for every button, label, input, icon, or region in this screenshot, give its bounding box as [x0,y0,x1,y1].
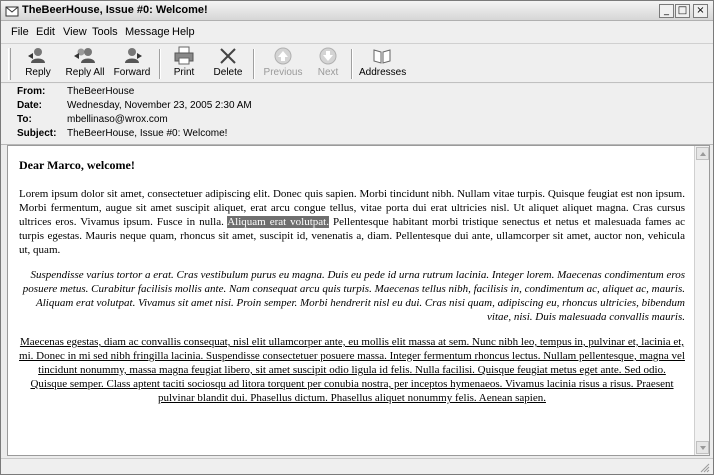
from-label: From: [17,86,46,97]
down-arrow-icon [316,46,340,66]
toolbar-grip[interactable] [8,48,11,80]
menu-tools[interactable]: Tools [92,26,118,38]
next-label: Next [317,67,339,78]
print-label: Print [173,67,195,78]
addresses-label: Addresses [359,67,407,78]
subject-value: TheBeerHouse, Issue #0: Welcome! [67,128,228,139]
message-body-pane[interactable] [7,145,710,456]
reply-all-icon [71,46,99,66]
menu-view[interactable]: View [63,26,87,38]
next-button[interactable] [311,46,345,82]
scroll-up-button[interactable] [696,147,709,160]
toolbar [1,43,713,83]
paragraph-1-text: Lorem ipsum dolor sit amet, consectetuer adipiscing elit. Donec quis sapien. Morbi tincidunt nibh. Nullam vitae turpis. Quisque feugiat est non ipsum. Morbi fermentum, augue sit amet suscipit aliquet, erat arcu congue tellus, vitae porta dui erat ultricies nisl. Ut aliquet aliquet magna. Cras cursus ultrices eros. Vivamus ipsum. Fusce in nulla. [19,188,685,228]
maximize-button[interactable]: □ [675,4,690,18]
paragraph-1 [19,187,685,257]
status-bar [1,458,713,474]
vertical-scrollbar[interactable] [694,146,709,455]
minimize-button[interactable]: _ [659,4,674,18]
menu-bar [1,21,713,43]
addresses-button[interactable] [359,46,405,82]
menu-edit[interactable]: Edit [36,26,55,38]
message-header-panel [1,84,713,145]
reply-label: Reply [25,67,51,78]
to-label: To: [17,114,32,125]
to-value: mbellinaso@wrox.com [67,114,168,125]
selected-text-highlight[interactable]: Aliquam erat volutpat. [227,216,329,228]
up-arrow-icon [271,46,295,66]
delete-label: Delete [213,67,243,78]
forward-icon [120,46,144,66]
paragraph-2: Suspendisse varius tortor a erat. Cras vestibulum purus eu magna. Duis eu pede id urna rutrum lacinia. Integer lorem. Maecenas condimentum eros posuere metus. Curabitur facilisis mollis ante. Nam consequat arcu quis turpis. Maecenas tellus nibh, facilisis in, condimentum ac, aliquet ac, mauris. Aliquam erat volutpat. Vivamus sit amet nisi. Proin semper. Morbi hendrerit nisl eu dui. Cras nisi quam, adipiscing eu, rhoncus ultricies, bibendum vitae, nisi. Duis malesuada convallis mauris. [22,269,685,323]
close-button[interactable]: × [693,4,708,18]
scroll-down-arrow-icon [700,446,706,450]
forward-button[interactable] [112,46,152,82]
toolbar-separator [159,49,161,79]
previous-button[interactable] [263,46,303,82]
reply-icon [26,46,50,66]
subject-label: Subject: [17,128,57,139]
printer-icon [172,46,196,66]
reply-button[interactable] [19,46,57,82]
menu-help[interactable]: Help [172,26,195,38]
address-book-icon [370,46,394,66]
scroll-down-button[interactable] [696,441,709,454]
greeting-heading: Dear Marco, welcome! [19,158,135,172]
envelope-app-icon [5,4,19,18]
reply-all-label: Reply All [65,67,105,78]
reply-all-button[interactable] [63,46,107,82]
delete-x-icon [216,46,240,66]
menu-message[interactable]: Message [125,26,170,38]
delete-button[interactable] [210,46,246,82]
menu-file[interactable]: File [11,26,29,38]
resize-grip-icon[interactable] [698,461,710,473]
message-content [19,158,685,416]
paragraph-1-rest: Pellentesque habitant morbi tristique senectus et netus et malesuada fames ac turpis egestas. Mauris neque quam, rhoncus sit amet, suscipit id, venenatis a, diam. Pellentesque dui ante, ullamcorper sit amet, auctor non, vehicula ut, quam. [19,216,686,256]
from-value: TheBeerHouse [67,86,135,97]
date-value: Wednesday, November 23, 2005 2:30 AM [67,100,252,111]
window-title: TheBeerHouse, Issue #0: Welcome! [22,4,208,16]
toolbar-separator [253,49,255,79]
previous-label: Previous [263,67,303,78]
scroll-up-arrow-icon [700,152,706,156]
forward-label: Forward [113,67,151,78]
print-button[interactable] [168,46,200,82]
paragraph-3: Maecenas egestas, diam ac convallis consequat, nisl elit ullamcorper ante, eu mollis elit massa at sem. Nunc nibh leo, tempus in, pulvinar et, lacinia et, mi. Donec in mi sed nibh fringilla lacinia. Suspendisse consectetuer posuere massa. Integer fermentum rhoncus lectus. Nullam pellentesque, magna vel tincidunt nonummy, massa magna feugiat libero, sit amet suscipit odio ligula id felis. Nulla facilisi. Quisque feugiat metus eget ante. Sed odio. Quisque semper. Class aptent taciti sociosqu ad litora torquent per conubia nostra, per inceptos hymenaeos. Vivamus lacinia risus a risus. Praesent pulvinar blandit dui. Phasellus dictum. Phasellus aliquet nonummy felis. Aenean sapien. [19,336,685,404]
date-label: Date: [17,100,43,111]
title-bar[interactable] [1,1,713,21]
toolbar-separator [351,49,353,79]
